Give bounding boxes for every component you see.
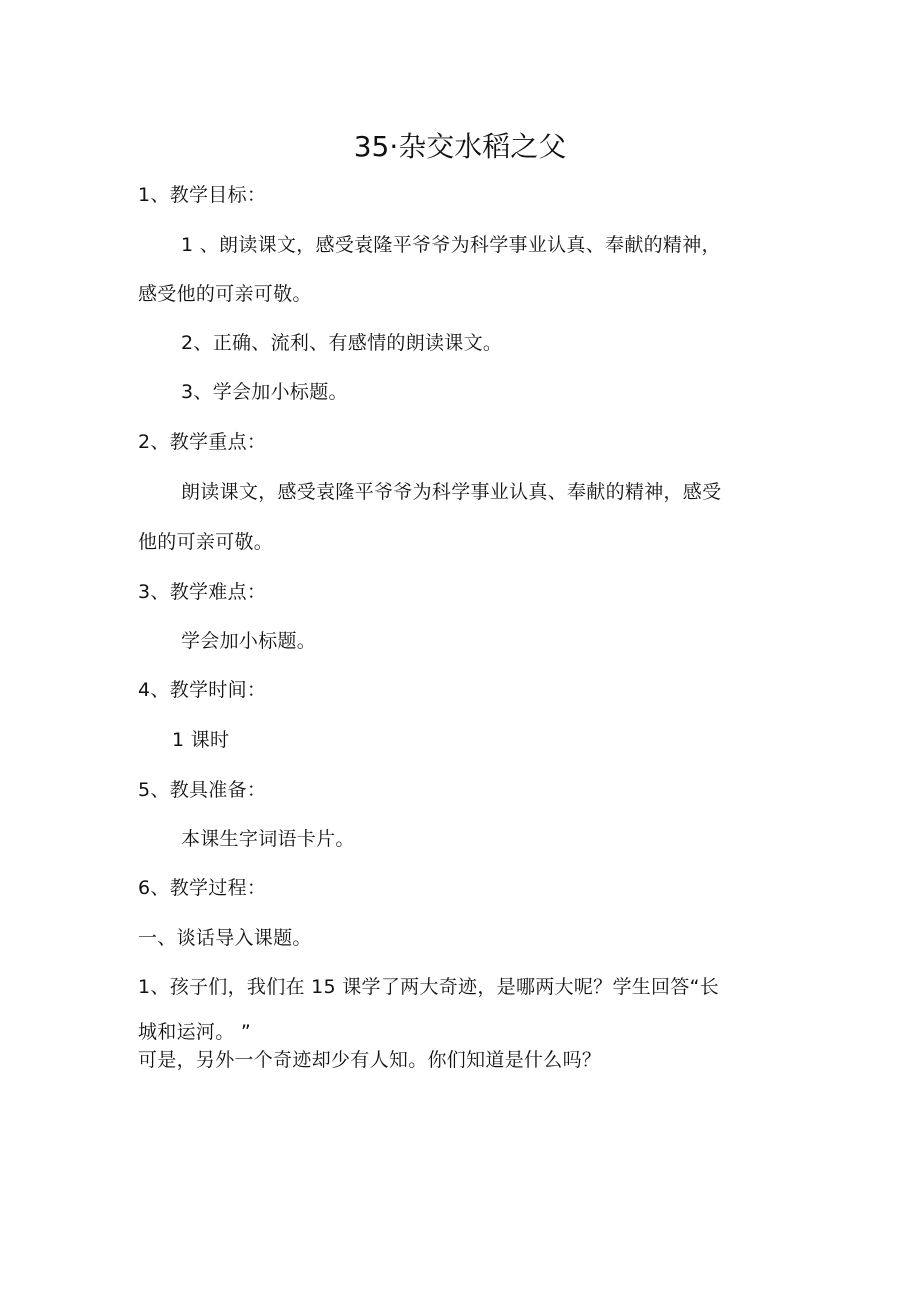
- time-text: 1 课时: [172, 729, 230, 751]
- key-points-line-2: 他的可亲可敬。: [138, 531, 274, 553]
- objective-3: 3、学会加小标题。: [181, 381, 348, 403]
- section-heading-process: 6、教学过程：: [138, 877, 267, 899]
- materials-text: 本课生字词语卡片。: [181, 828, 355, 850]
- objective-1-line-2: 感受他的可亲可敬。: [138, 283, 312, 305]
- section-heading-difficulties: 3、教学难点：: [138, 581, 267, 603]
- objective-2: 2、正确、流利、有感情的朗读课文。: [181, 332, 503, 354]
- document-title: 35·杂交水稻之父: [353, 130, 567, 163]
- process-paragraph-line-2: 城和运河。 ”: [138, 1021, 251, 1043]
- section-heading-materials: 5、教具准备：: [138, 779, 267, 801]
- objective-1-line-1: 1 、朗读课文，感受袁隆平爷爷为科学事业认真、奉献的精神，: [181, 234, 721, 256]
- key-points-line-1: 朗读课文，感受袁隆平爷爷为科学事业认真、奉献的精神，感受: [181, 481, 722, 503]
- section-heading-objectives: 1、教学目标：: [138, 184, 267, 206]
- section-heading-time: 4、教学时间：: [138, 679, 267, 701]
- process-paragraph-line-1: 1、孩子们，我们在 15 课学了两大奇迹，是哪两大呢？学生回答“长: [138, 976, 720, 998]
- process-paragraph-line-3: 可是，另外一个奇迹却少有人知。你们知道是什么吗？: [138, 1049, 602, 1071]
- difficulties-text: 学会加小标题。: [181, 630, 317, 652]
- process-step-heading: 一、谈话导入课题。: [138, 927, 312, 949]
- section-heading-key-points: 2、教学重点：: [138, 431, 267, 453]
